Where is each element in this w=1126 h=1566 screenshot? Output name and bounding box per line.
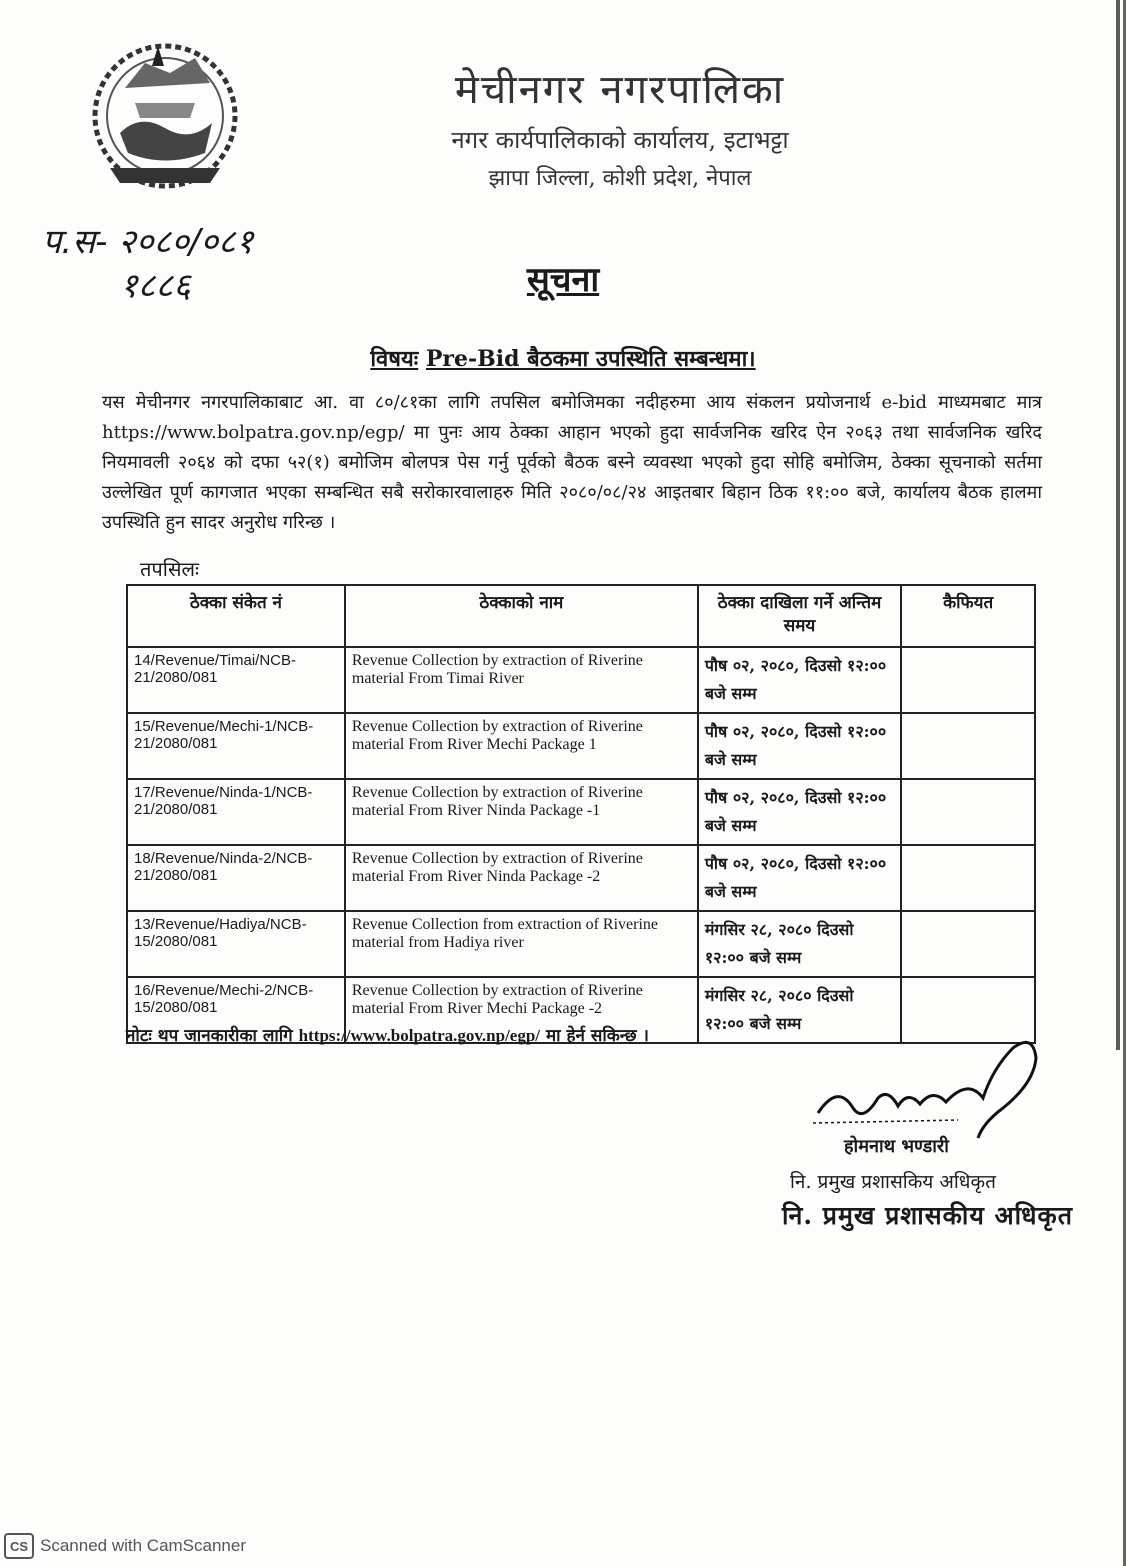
page-edge (1116, 0, 1120, 1050)
table-row (127, 911, 1035, 977)
signatory-name: होमनाथ भण्डारी (844, 1136, 949, 1157)
tender-code: 17/Revenue/Ninda-1/NCB-21/2080/081 (127, 779, 345, 845)
notice-title: सूचना (526, 260, 600, 300)
tender-name: Revenue Collection by extraction of Riverine material From Timai River (345, 647, 698, 713)
letterhead (380, 60, 860, 192)
office-name: नगर कार्यपालिकाको कार्यालय, इटाभट्टा (451, 126, 789, 154)
tender-remarks (901, 911, 1035, 977)
tender-deadline: पौष ०२, २०८०, दिउसो १२:०० बजे सम्म (698, 713, 901, 779)
note-suffix: मा हेर्न सकिन्छ । (545, 1026, 649, 1046)
government-emblem-icon (80, 28, 250, 198)
header-name: ठेक्काको नाम (345, 585, 698, 647)
tender-name: Revenue Collection by extraction of Riverine material From River Ninda Package -1 (345, 779, 698, 845)
table-header-row (127, 585, 1035, 647)
tender-code: 14/Revenue/Timai/NCB-21/2080/081 (127, 647, 345, 713)
tender-remarks (901, 647, 1035, 713)
tender-deadline: मंगसिर २८, २०८० दिउसो १२:०० बजे सम्म (698, 977, 901, 1043)
table-row (127, 647, 1035, 713)
header-code: ठेक्का संकेत नं (127, 585, 345, 647)
signature-icon (808, 1028, 1048, 1148)
watermark-text: Scanned with CamScanner (40, 1536, 247, 1555)
camscanner-logo-icon: CS (4, 1533, 34, 1559)
note-line (126, 1023, 649, 1046)
tender-code: 13/Revenue/Hadiya/NCB-15/2080/081 (127, 911, 345, 977)
reference-line-1: प.स- २०८०/०८१ (42, 222, 254, 262)
tender-table (126, 584, 1036, 1044)
tender-code: 16/Revenue/Mechi-2/NCB-15/2080/081 (127, 977, 345, 1043)
tender-deadline: पौष ०२, २०८०, दिउसो १२:०० बजे सम्म (698, 779, 901, 845)
org-name: मेचीनगर नगरपालिका (454, 67, 786, 113)
notice-body: यस मेचीनगर नगरपालिकाबाट आ. वा ८०/८१का लागि तपसिल बमोजिमका नदीहरुमा आय संकलन प्रयोजनार्थ e-bid माध्यमबाट मात्र https://www.bolpatra.gov.np/egp/ मा पुनः आय ठेक्का आहान भएको हुदा सार्वजनिक खरिद ऐन २०६३ तथा सार्वजनिक खरिद नियमावली २०६४ को दफा ५२(१) बमोजिम बोलपत्र पेस गर्नु पूर्वको बैठक बस्ने व्यवस्था भएको हुदा सोहि बमोजिम, ठेक्का सूचनाको सर्तमा उल्लेखित पूर्ण कागजात भएका सम्बन्धित सबै सरोकारवालाहरु मिति २०८०/०८/२४ आइतबार बिहान ठिक ११:०० बजे, कार्यालय बैठक हालमा उपस्थिति हुन सादर अनुरोध गरिन्छ । (102, 392, 1042, 533)
signatory-designation: नि. प्रमुख प्रशासकिय अधिकृत (790, 1171, 996, 1193)
note-prefix: नोटः थप जानकारीका लागि (126, 1026, 293, 1046)
official-stamp: नि. प्रमुख प्रशासकीय अधिकृत (782, 1201, 1073, 1230)
table-row (127, 845, 1035, 911)
tender-remarks (901, 845, 1035, 911)
bolpatra-link[interactable]: https://www.bolpatra.gov.np/egp/ (298, 1026, 541, 1045)
office-address: झापा जिल्ला, कोशी प्रदेश, नेपाल (488, 166, 752, 191)
tender-deadline: पौष ०२, २०८०, दिउसो १२:०० बजे सम्म (698, 845, 901, 911)
tender-name: Revenue Collection from extraction of Riverine material from Hadiya river (345, 911, 698, 977)
tender-name: Revenue Collection by extraction of Riverine material From River Mechi Package -2 (345, 977, 698, 1043)
details-heading: तपसिलः (140, 557, 200, 581)
scanner-watermark (4, 1533, 246, 1559)
tender-code: 18/Revenue/Ninda-2/NCB-21/2080/081 (127, 845, 345, 911)
tender-name: Revenue Collection by extraction of Riverine material From River Ninda Package -2 (345, 845, 698, 911)
reference-line-2: १८८६ (120, 266, 191, 306)
tender-deadline: पौष ०२, २०८०, दिउसो १२:०० बजे सम्म (698, 647, 901, 713)
tender-deadline: मंगसिर २८, २०८० दिउसो १२:०० बजे सम्म (698, 911, 901, 977)
header-remarks: कैफियत (901, 585, 1035, 647)
header-deadline: ठेक्का दाखिला गर्ने अन्तिम समय (698, 585, 901, 647)
tender-name: Revenue Collection by extraction of Riverine material From River Mechi Package 1 (345, 713, 698, 779)
table-row (127, 713, 1035, 779)
subject-line (0, 343, 1126, 373)
tender-remarks (901, 713, 1035, 779)
subject-text: Pre-Bid बैठकमा उपस्थिति सम्बन्धमा। (425, 346, 756, 372)
table-row (127, 779, 1035, 845)
tender-remarks (901, 779, 1035, 845)
tender-code: 15/Revenue/Mechi-1/NCB-21/2080/081 (127, 713, 345, 779)
subject-label: विषयः (370, 346, 419, 372)
